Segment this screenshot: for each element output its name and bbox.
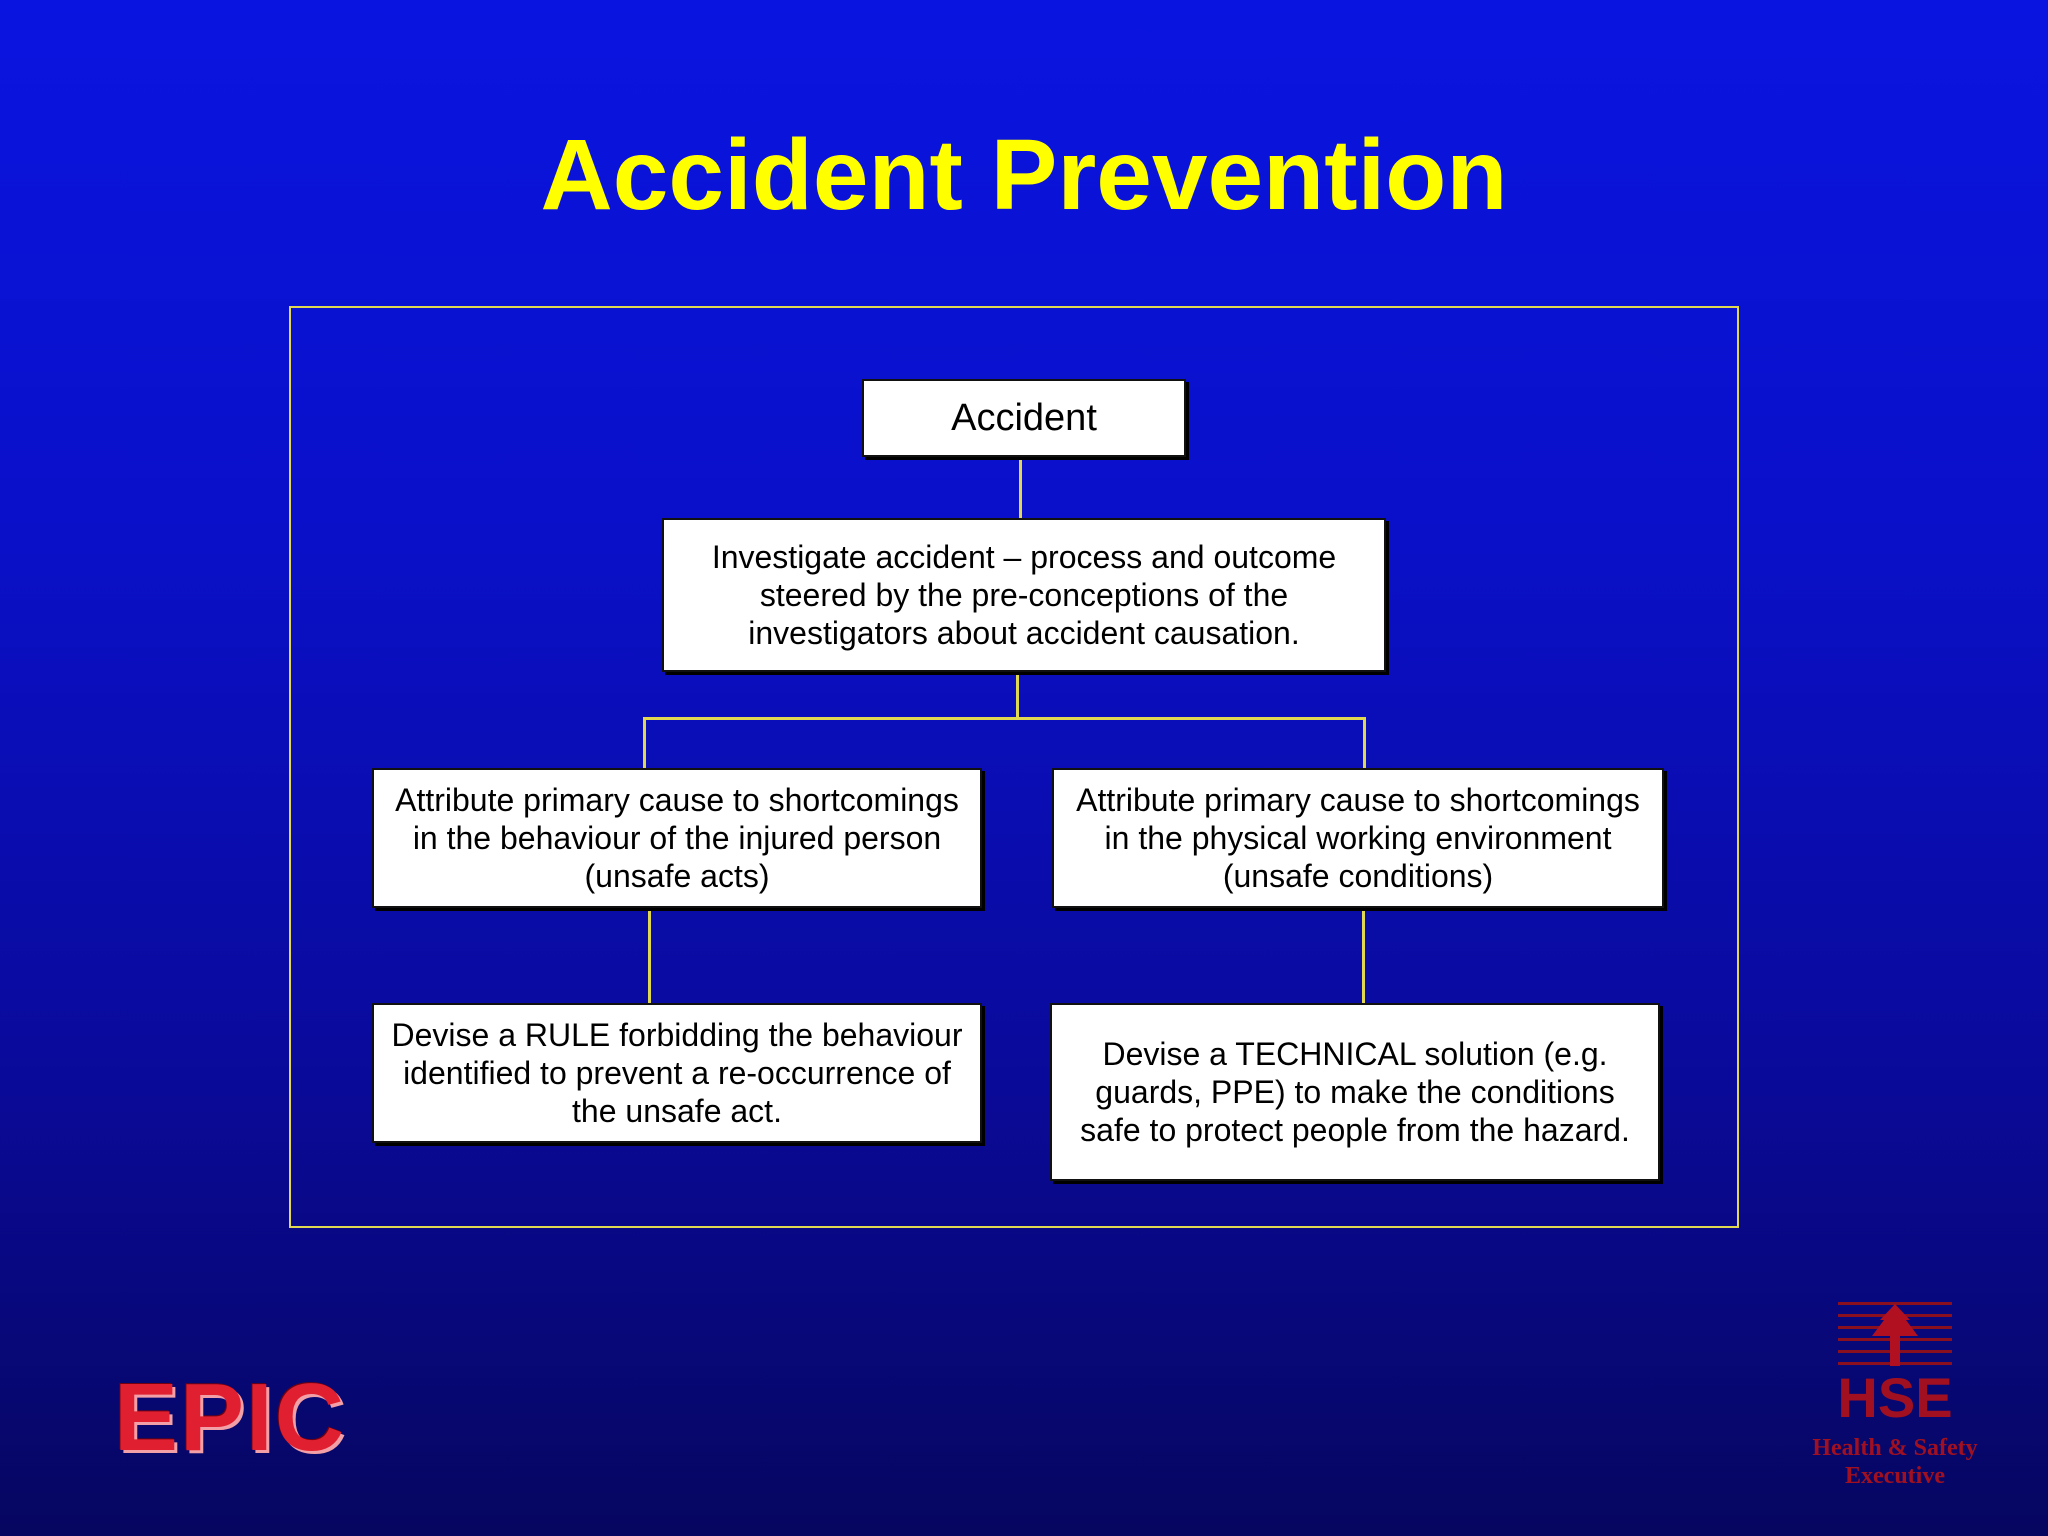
- node-unsafe-acts: Attribute primary cause to shortcomings in the behaviour of the injured person (unsafe acts): [372, 768, 982, 908]
- connector-accident-investigate: [1019, 456, 1022, 520]
- epic-logo: EPIC: [113, 1364, 347, 1471]
- hse-logo-text: HSE: [1837, 1366, 1953, 1429]
- connector-unsafe-acts-rule: [648, 908, 651, 1004]
- hse-logo: [1790, 1298, 2000, 1494]
- node-unsafe-conditions: Attribute primary cause to shortcomings in the physical working environment (unsafe conditions): [1052, 768, 1664, 908]
- hse-logo-subtitle: [1790, 1434, 2000, 1490]
- connector-branch-horizontal: [643, 717, 1366, 720]
- hse-subtitle-line-1: Health & Safety: [1812, 1435, 1978, 1461]
- node-technical: Devise a TECHNICAL solution (e.g. guards, PPE) to make the conditions safe to protect people from the hazard.: [1050, 1003, 1660, 1181]
- connector-branch-right: [1363, 717, 1366, 769]
- node-investigate: Investigate accident – process and outcome steered by the pre-conceptions of the investigators about accident causation.: [662, 518, 1386, 672]
- node-rule: Devise a RULE forbidding the behaviour identified to prevent a re-occurrence of the unsafe act.: [372, 1003, 982, 1143]
- connector-branch-left: [643, 717, 646, 769]
- node-accident: Accident: [862, 379, 1186, 457]
- hse-subtitle-line-2: Executive: [1845, 1463, 1945, 1489]
- connector-investigate-branch: [1016, 670, 1019, 718]
- slide-title: Accident Prevention: [540, 119, 1508, 231]
- hse-crown-icon: [1870, 1302, 1920, 1368]
- connector-unsafe-conditions-technical: [1362, 908, 1365, 1004]
